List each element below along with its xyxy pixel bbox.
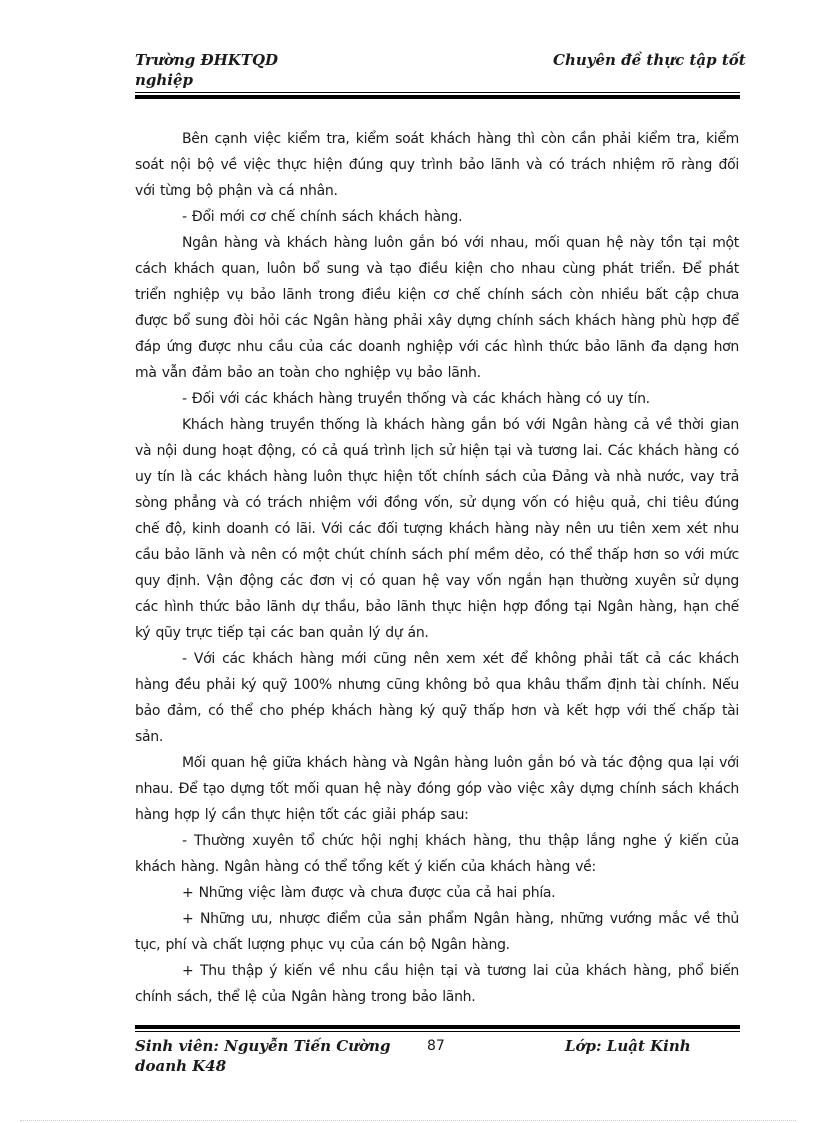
paragraph: + Thu thập ý kiến về nhu cầu hiện tại và tương lai của khách hàng, phổ biến chính sách, thể lệ của Ngân hàng trong bảo lãnh. bbox=[135, 963, 739, 1005]
paragraph: Bên cạnh việc kiểm tra, kiểm soát khách hàng thì còn cần phải kiểm tra, kiểm soát nội bộ về việc thực hiện đúng quy trình bảo lãnh và có trách nhiệm rõ ràng đối với từng bộ phận và cá nhân. bbox=[135, 131, 739, 199]
paragraph: - Với các khách hàng mới cũng nên xem xét để không phải tất cả các khách hàng đều phải ký quỹ 100% nhưng cũng không bỏ qua khâu thẩm định tài chính. Nếu bảo đảm, có thể cho phép khách hàng ký quỹ thấp hơn và kết hợp với thế chấp tài sản. bbox=[135, 651, 739, 745]
header-rule-thin bbox=[135, 92, 740, 93]
page-edge-divider bbox=[20, 1120, 796, 1121]
page-header bbox=[135, 50, 746, 90]
paragraph: + Những ưu, nhược điểm của sản phẩm Ngân hàng, những vướng mắc về thủ tục, phí và chất lượng phục vụ của cán bộ Ngân hàng. bbox=[135, 911, 739, 953]
footer-rule-thick bbox=[135, 1025, 740, 1029]
paragraph: Mối quan hệ giữa khách hàng và Ngân hàng luôn gắn bó và tác động qua lại với nhau. Để tạo dựng tốt mối quan hệ này đóng góp vào việc xây dựng chính sách khách hàng hợp lý cần thực hiện tốt các giải pháp sau: bbox=[135, 755, 739, 823]
paragraph: - Đối với các khách hàng truyền thống và các khách hàng có uy tín. bbox=[182, 391, 650, 407]
header-school: Trường ĐHKTQD nghiệp bbox=[135, 51, 279, 89]
header-rule-thick bbox=[135, 95, 740, 99]
footer-class: Lớp: Luật Kinh bbox=[565, 1037, 691, 1055]
header-title: Chuyên đề thực tập tốt bbox=[553, 51, 746, 69]
document-body bbox=[135, 126, 739, 1010]
page-number: 87 bbox=[427, 1038, 445, 1054]
paragraph: Khách hàng truyền thống là khách hàng gắn bó với Ngân hàng cả về thời gian và nội dung hoạt động, có cả quá trình lịch sử hiện tại và tương lai. Các khách hàng có uy tín là các khách hàng luôn thực hiện tốt chính sách của Đảng và nhà nước, vay trả sòng phẳng và có trách nhiệm với đồng vốn, sử dụng vốn có hiệu quả, chi tiêu đúng chế độ, kinh doanh có lãi. Với các đối tượng khách hàng này nên ưu tiên xem xét nhu cầu bảo lãnh và nên có một chút chính sách phí mềm dẻo, có thể thấp hơn so với mức quy định. Vận động các đơn vị có quan hệ vay vốn ngắn hạn thường xuyên sử dụng các hình thức bảo lãnh dự thầu, bảo lãnh thực hiện hợp đồng tại Ngân hàng, hạn chế ký qũy trực tiếp tại các ban quản lý dự án. bbox=[135, 417, 739, 641]
footer-rule-thin bbox=[135, 1031, 740, 1032]
page-footer bbox=[135, 1036, 740, 1076]
paragraph: + Những việc làm được và chưa được của cả hai phía. bbox=[182, 885, 556, 901]
paragraph: - Thường xuyên tổ chức hội nghị khách hàng, thu thập lắng nghe ý kiến của khách hàng. Ngân hàng có thể tổng kết ý kiến của khách hàng về: bbox=[135, 833, 739, 875]
paragraph: - Đổi mới cơ chế chính sách khách hàng. bbox=[182, 209, 463, 225]
paragraph: Ngân hàng và khách hàng luôn gắn bó với nhau, mối quan hệ này tồn tại một cách khách quan, luôn bổ sung và tạo điều kiện cho nhau cùng phát triển. Để phát triển nghiệp vụ bảo lãnh trong điều kiện cơ chế chính sách còn nhiều bất cập chưa được bổ sung đòi hỏi các Ngân hàng phải xây dựng chính sách khách hàng phù hợp để đáp ứng được nhu cầu của các doanh nghiệp với các hình thức bảo lãnh đa dạng hơn mà vẫn đảm bảo an toàn cho nghiệp vụ bảo lãnh. bbox=[135, 235, 739, 381]
footer-student: Sinh viên: Nguyễn Tiến Cường doanh K48 bbox=[135, 1037, 391, 1075]
